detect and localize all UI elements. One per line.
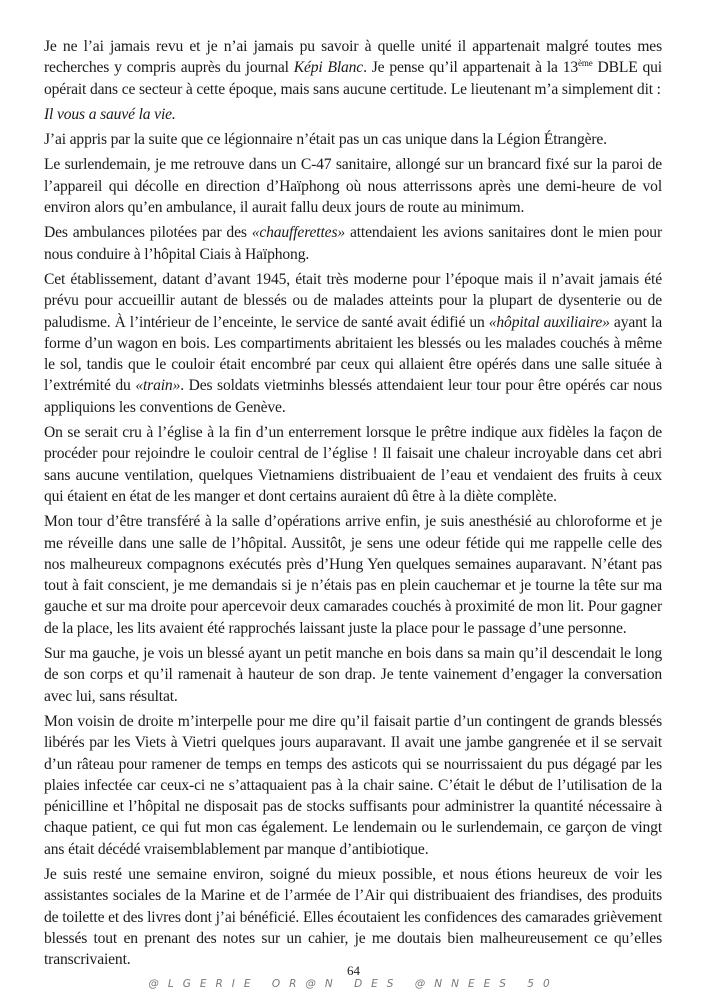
body-text — [44, 36, 662, 974]
ordinal-superscript: ème — [578, 58, 593, 69]
paragraph-5-text-a: Des ambulances pilotées par des — [44, 224, 252, 242]
paragraph-6-text-e: . Des soldats vietminhs blessés attendaient leur tour pour être opérés car nous appliquions les conventions de Genève. — [44, 377, 662, 416]
paragraph-6-italic-2: «train» — [135, 377, 181, 395]
paragraph-6 — [44, 269, 662, 418]
paragraph-4: Le surlendemain, je me retrouve dans un C-47 sanitaire, allongé sur un brancard fixé sur la paroi de l’appareil qui décolle en direction d’Haïphong où nous atterrissons après une demi-heure de vol environ alors qu’en ambulance, il aurait fallu deux jours de route au minimum. — [44, 156, 662, 217]
paragraph-8: Mon tour d’être transféré à la salle d’opérations arrive enfin, je suis anesthésié au chloroforme et je me réveille dans une salle de l’hôpital. Aussitôt, je sens une odeur fétide qui me rappelle celle des nos malheureux compagnons exécutés près d’Hung Yen quelques semaines auparavant. N’étant pas tout à fait conscient, je me demandais si je n’étais pas en plein cauchemar et je tourne la tête sur ma gauche et sur ma droite pour apercevoir deux camarades couchés à proximité de mon lit. Pour gagner de la place, les lits avaient été rapprochés laissant juste la place pour le passage d’une personne. — [44, 513, 662, 637]
journal-title: Képi Blanc — [293, 59, 364, 77]
paragraph-1-text-d: DBLE qui opérait dans ce secteur à cette époque, mais sans aucune certitude. Le lieutenant m’a simplement dit : — [44, 59, 662, 98]
paragraph-3: J’ai appris par la suite que ce légionnaire n’était pas un cas unique dans la Légion Étrangère. — [44, 131, 607, 149]
paragraph-10: Mon voisin de droite m’interpelle pour me dire qu’il faisait partie d’un contingent de grands blessés libérés par les Viets à Vietri quelques jours auparavant. Il avait une jambe gangrenée et il se servait d’un râteau pour ramener de temps en temps des asticots qui se nourrissaient du pus dégagé par les plaies infectée car ceux-ci ne s’attaquaient pas à la chair saine. C’était le début de l’utilisation de la pénicilline et l’hôpital ne disposait pas de stocks suffisants pour administrer la quantité nécessaire à chaque patient, ce qui fut mon cas également. Le lendemain ou le surlendemain, ce garçon de vingt ans était décédé vraisemblablement par manque d’antibiotique. — [44, 712, 662, 858]
page-number: 64 — [347, 963, 360, 978]
paragraph-1-text-c: . Je pense qu’il appartenait à la 13 — [363, 59, 579, 77]
paragraph-5-italic: «chaufferettes» — [251, 224, 346, 242]
paragraph-9: Sur ma gauche, je vois un blessé ayant un petit manche en bois dans sa main qu’il descendait le long de son corps et qu’il ramenait à hauteur de son drap. Je tente vainement d’engager la conversation avec lui, sans résultat. — [44, 645, 662, 705]
paragraph-7: On se serait cru à l’église à la fin d’un enterrement lorsque le prêtre indique aux fidèles la façon de procéder pour rejoindre le couloir central de l’église ! Il faisait une chaleur incroyable dans cet abri sans aucune ventilation, quelques Vietnamiens distribuaient de l’eau et vendaient des fruits à ceux qui étaient en état de les manger et dont certains auraient dû être à la diète complète. — [44, 424, 662, 505]
paragraph-6-text-a: Cet établissement, datant d’avant 1945, était très moderne pour l’époque mais il n’avait jamais été prévu pour accueillir autant de blessés ou de malades atteints pour la plupart de dysenterie ou de paludisme. À l’intérieur de l’enceinte, le service de santé avait édifié un — [44, 270, 662, 331]
paragraph-11: Je suis resté une semaine environ, soigné du mieux possible, et nous étions heureux de voir les assistantes sociales de la Marine et de l’armée de l’Air qui distribuaient des friandises, des produits de toilette et des livres dont j’ai bénéficié. Elles écoutaient les confidences des camarades grièvement blessés tout en prenant des notes sur un cahier, je me doutais bien malheureusement ce qu’elles transcrivaient. — [44, 865, 662, 969]
paragraph-5-text-c: attendaient les avions sanitaires dont le mien pour nous conduire à l’hôpital Ciais à Haïphong. — [44, 224, 662, 263]
paragraph-6-italic-1: «hôpital auxiliaire» — [488, 313, 610, 331]
paragraph-1 — [44, 36, 662, 100]
paragraph-2-quote: Il vous a sauvé la vie. — [44, 105, 176, 123]
paragraph-5 — [44, 222, 662, 265]
running-footer: @LGERIE OR@N DES @NNEES 50 — [148, 978, 559, 990]
paragraph-1-text-a: Je ne l’ai jamais revu et je n’ai jamais pu savoir à quelle unité il appartenait malgré toutes mes recherches y compris auprès du journal — [44, 38, 662, 77]
paragraph-6-text-c: ayant la forme d’un wagon en bois. Les compartiments abritaient les blessés ou les malades couchés à même le sol, tandis que le couloir était encombré par ceux qui allaient être opérés dans une salle située à l’extrémité du — [44, 313, 662, 395]
